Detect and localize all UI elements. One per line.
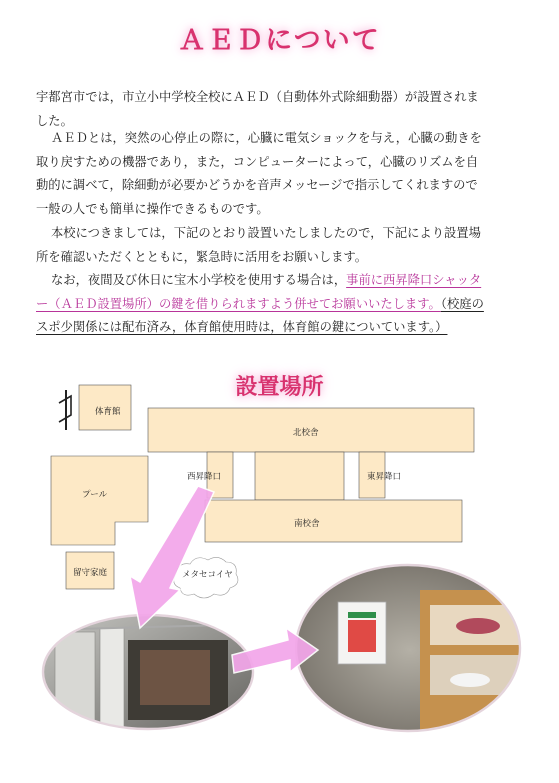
aed-description-text: ＡＥＤとは，突然の心停止の際に，心臓に電気ショックを与え，心臓の動きを取り戻すための機器であり，また，コンピューターによって，心臓のリズムを自動的に調べて，除細動が必要かどうかを音声メッセージで指示してくれますので一般の人でも簡単に操作できるものです。 (36, 131, 482, 216)
south-building-label: 南校舎 (294, 519, 320, 529)
west-entrance-label: 西昇降口 (187, 472, 222, 482)
location-heading: 設置場所 (235, 375, 324, 400)
entrance-photo (40, 610, 260, 740)
key-distribution-note: （校庭のスポ少関係には配布済み，体育館使用時は，体育館の鍵についています。） (36, 296, 484, 334)
gym-label: 体育館 (95, 407, 121, 417)
holiday-notice-text: なお，夜間及び休日に宝木小学校を使用する場合は， (51, 273, 347, 287)
north-building-label: 北校舎 (293, 428, 319, 438)
aed-cabinet-photo (290, 560, 530, 740)
east-entrance-label: 東昇降口 (367, 472, 402, 482)
pool (51, 456, 148, 545)
page-title: ＡＥＤについて (178, 25, 381, 56)
key-borrow-notice: 事前に西昇降口シャッター（ＡＥＤ設置場所）の鍵を借りられますよう併せてお願いいたします。 (36, 273, 482, 311)
caretaker-house-label: 留守家庭 (73, 568, 108, 578)
tree-label: メタセコイヤ (182, 570, 233, 580)
intro-text: 宇都宮市では，市立小中学校全校にＡＥＤ（自動体外式除細動器）が設置されました。 (36, 90, 479, 128)
central-courtyard-box (255, 452, 344, 500)
installation-text: 本校につきましては，下記のとおり設置いたしましたので，下記により設置場所を確認いただくとともに，緊急時に活用をお願いします。 (36, 226, 481, 264)
north-arrow-icon (59, 390, 71, 430)
pool-label: プール (82, 490, 108, 500)
south-building (205, 500, 462, 542)
